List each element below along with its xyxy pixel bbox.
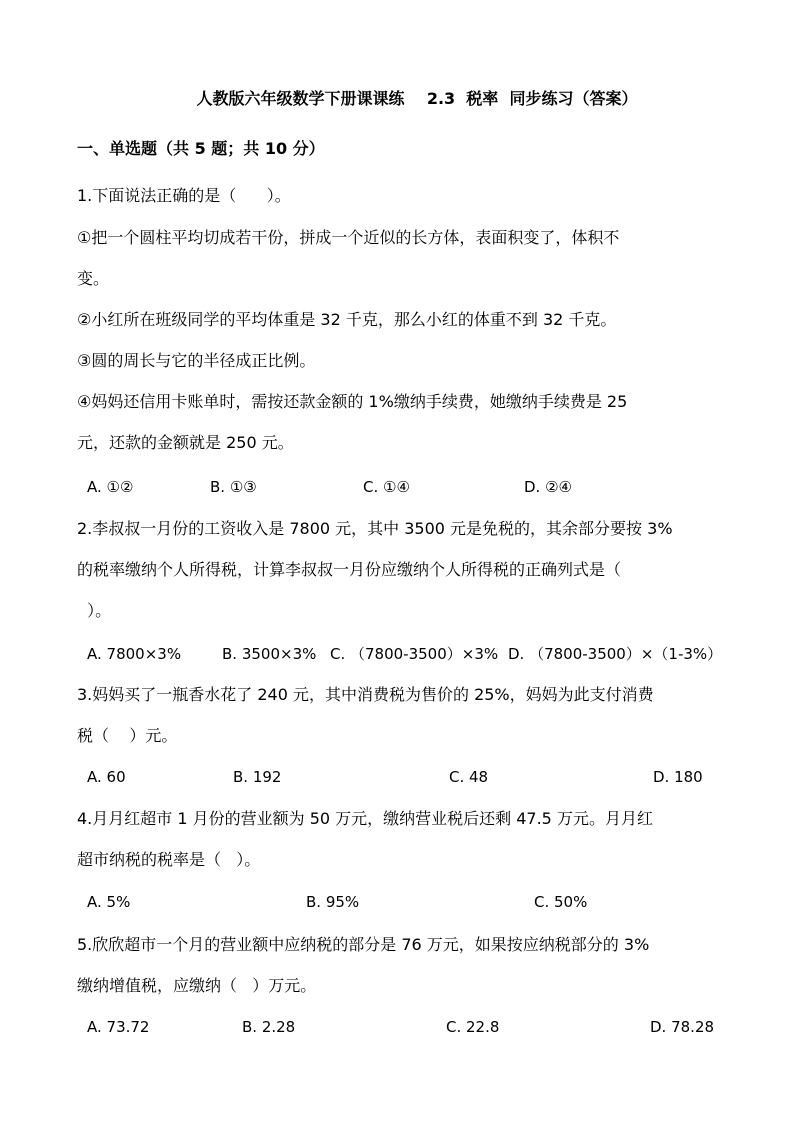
section-heading: 一、单选题（共 5 题；共 10 分） bbox=[77, 139, 325, 158]
question-4-option-b[interactable]: B. 95% bbox=[306, 893, 360, 911]
question-5-option-a[interactable]: A. 73.72 bbox=[87, 1018, 150, 1036]
question-4-stem: 4.月月红超市 1 月份的营业额为 50 万元，缴纳营业税后还剩 47.5 万元。月月红 bbox=[77, 809, 653, 828]
question-3-stem: 3.妈妈买了一瓶香水花了 240 元，其中消费税为售价的 25%，妈妈为此支付消费 bbox=[77, 685, 654, 704]
question-1-stem: 1.下面说法正确的是（ ）。 bbox=[77, 186, 291, 205]
question-2-option-b[interactable]: B. 3500×3% bbox=[222, 645, 317, 663]
question-4-option-c[interactable]: C. 50% bbox=[534, 893, 588, 911]
question-1-statement-line: ①把一个圆柱平均切成若干份，拼成一个近似的长方体，表面积变了，体积不 bbox=[77, 228, 620, 247]
question-4-option-a[interactable]: A. 5% bbox=[87, 893, 131, 911]
question-2-option-c[interactable]: C. （7800-3500）×3% bbox=[330, 645, 499, 663]
question-5-stem-line: 缴纳增值税，应缴纳（ ）万元。 bbox=[77, 976, 317, 995]
question-1-statement-line: ②小红所在班级同学的平均体重是 32 千克，那么小红的体重不到 32 千克。 bbox=[77, 310, 617, 329]
question-3-stem-line: 税（ ）元。 bbox=[77, 726, 178, 745]
document-title: 人教版六年级数学下册课课练 2.3 税率 同步练习（答案） bbox=[196, 89, 638, 108]
question-2-option-d[interactable]: D. （7800-3500）×（1-3%） bbox=[508, 645, 723, 663]
question-2-stem-line: 的税率缴纳个人所得税，计算李叔叔一月份应缴纳个人所得税的正确列式是（ bbox=[77, 560, 622, 579]
question-4-stem-line: 超市纳税的税率是（ ）。 bbox=[77, 850, 261, 869]
question-1-statement-line: 变。 bbox=[77, 269, 110, 288]
question-3-option-b[interactable]: B. 192 bbox=[233, 768, 282, 786]
question-1-option-a[interactable]: A. ①② bbox=[87, 478, 134, 496]
question-3-option-a[interactable]: A. 60 bbox=[87, 768, 126, 786]
question-1-option-d[interactable]: D. ②④ bbox=[524, 478, 572, 496]
question-3-option-c[interactable]: C. 48 bbox=[449, 768, 489, 786]
question-5-option-d[interactable]: D. 78.28 bbox=[650, 1018, 715, 1036]
question-3-option-d[interactable]: D. 180 bbox=[653, 768, 703, 786]
question-1-statement-line: ④妈妈还信用卡账单时，需按还款金额的 1%缴纳手续费，她缴纳手续费是 25 bbox=[77, 392, 628, 411]
question-5-stem: 5.欣欣超市一个月的营业额中应纳税的部分是 76 万元，如果按应纳税部分的 3% bbox=[77, 935, 650, 954]
question-2-option-a[interactable]: A. 7800×3% bbox=[87, 645, 182, 663]
question-1-statement-line: 元，还款的金额就是 250 元。 bbox=[77, 433, 294, 452]
question-2-stem: 2.李叔叔一月份的工资收入是 7800 元，其中 3500 元是免税的，其余部分要按 3% bbox=[77, 519, 673, 538]
question-1-option-b[interactable]: B. ①③ bbox=[210, 478, 257, 496]
question-5-option-c[interactable]: C. 22.8 bbox=[446, 1018, 500, 1036]
question-2-stem-line: ）。 bbox=[77, 601, 112, 620]
question-1-option-c[interactable]: C. ①④ bbox=[363, 478, 410, 496]
question-1-statement-line: ③圆的周长与它的半径成正比例。 bbox=[77, 351, 316, 370]
question-5-option-b[interactable]: B. 2.28 bbox=[242, 1018, 296, 1036]
